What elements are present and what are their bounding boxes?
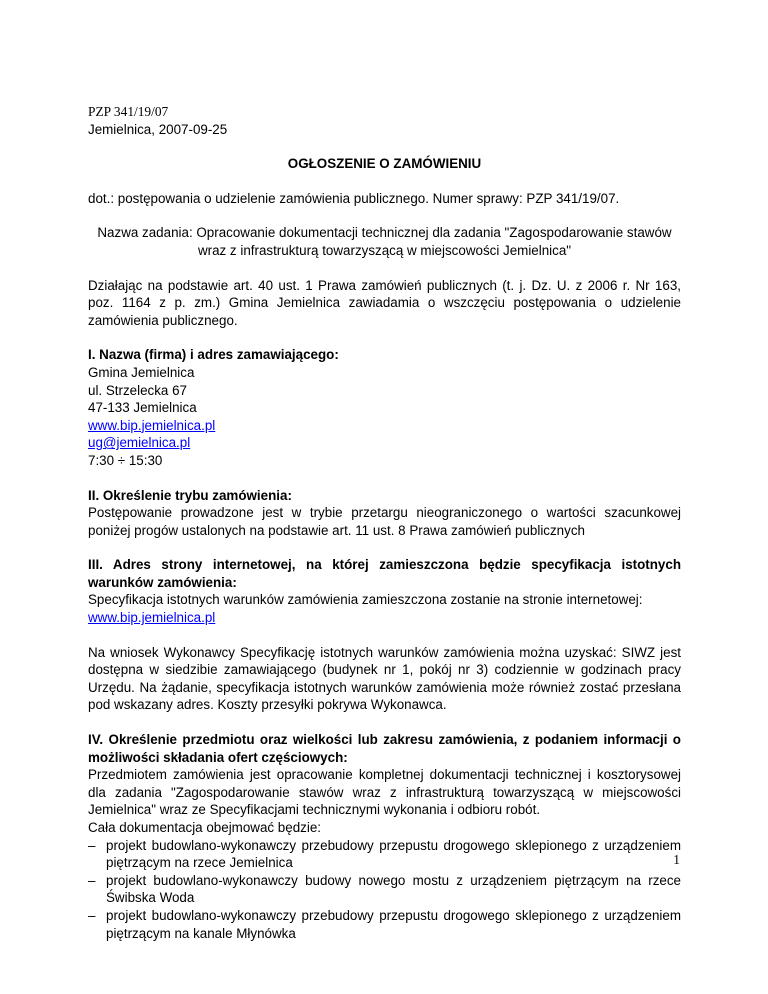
- address-line: ul. Strzelecka 67: [88, 382, 187, 398]
- page-number: 1: [673, 852, 680, 867]
- office-hours: 7:30 ÷ 15:30: [88, 452, 163, 468]
- email-link[interactable]: ug@jemielnica.pl: [88, 435, 191, 451]
- intro-paragraph: Działając na podstawie art. 40 ust. 1 Prawa zamówień publicznych (t. j. Dz. U. z 2006 r. Nr 163, poz. 1164 z p. zm.) Gmina Jemielnica zawiadamia o wszczęciu postępowania o udzielenie zamówienia publicznego.: [88, 277, 681, 328]
- document-title: OGŁOSZENIE O ZAMÓWIENIU: [287, 156, 482, 172]
- section-4-heading: IV. Określenie przedmiotu oraz wielkości lub zakresu zamówienia, z podaniem informacji o możliwości składania ofert częściowych:: [88, 732, 681, 765]
- list-intro: Cała dokumentacja obejmować będzie:: [88, 820, 321, 835]
- section-3-text: Specyfikacja istotnych warunków zamówienia zamieszczona zostanie na stronie internetowej:: [88, 592, 643, 608]
- section-4-text: Przedmiotem zamówienia jest opracowanie kompletnej dokumentacji technicznej i kosztorysowej dla zadania "Zagospodarowanie stawów wraz z infrastrukturą towarzyszącą w miejscowości Jemielnica" wraz ze Specyfikacjami technicznymi wykonania i odbioru robót.: [88, 767, 681, 818]
- address-line: 47-133 Jemielnica: [88, 400, 197, 416]
- list-item: – projekt budowlano-wykonawczy budowy nowego mostu z urządzeniem piętrzącym na rzece Świbska Woda: [88, 872, 681, 907]
- document-page: [88, 103, 681, 942]
- section-4: [88, 731, 681, 942]
- section-1-heading: I. Nazwa (firma) i adres zamawiającego:: [88, 347, 339, 363]
- section-1: [88, 346, 681, 469]
- section-3: [88, 556, 681, 714]
- subject-line: dot.: postępowania o udzielenie zamówienia publicznego. Numer sprawy: PZP 341/19/07.: [88, 190, 620, 206]
- place-date: Jemielnica, 2007-09-25: [88, 121, 228, 137]
- section-2-text: Postępowanie prowadzone jest w trybie przetargu nieograniczonego o wartości szacunkowej poniżej progów ustalonych na podstawie art. 11 ust. 8 Prawa zamówień publicznych: [88, 505, 681, 538]
- section-2: [88, 487, 681, 540]
- section-3-heading: III. Adres strony internetowej, na której zamieszczona będzie specyfikacja istotnych warunków zamówienia:: [88, 557, 681, 590]
- specification-link[interactable]: www.bip.jemielnica.pl: [88, 610, 216, 626]
- website-link[interactable]: www.bip.jemielnica.pl: [88, 417, 216, 433]
- task-name: Nazwa zadania: Opracowanie dokumentacji technicznej dla zadania "Zagospodarowanie stawów wraz z infrastrukturą towarzyszącą w miejscowości Jemielnica": [97, 225, 672, 258]
- list-item: – projekt budowlano-wykonawczy przebudowy przepustu drogowego sklepionego z urządzeniem piętrzącym na kanale Młynówka: [88, 907, 681, 942]
- section-2-heading: II. Określenie trybu zamówienia:: [88, 487, 292, 503]
- documentation-list: [88, 837, 681, 943]
- reference-number: PZP 341/19/07: [88, 104, 169, 119]
- address-line: Gmina Jemielnica: [88, 364, 195, 380]
- list-item: – projekt budowlano-wykonawczy przebudowy przepustu drogowego sklepionego z urządzeniem piętrzącym na rzece Jemielnica: [88, 837, 681, 872]
- section-3-request-text: Na wniosek Wykonawcy Specyfikację istotnych warunków zamówienia można uzyskać: SIWZ jest dostępna w siedzibie zamawiającego (budynek nr 1, pokój nr 3) codziennie w godzinach pracy Urzędu. Na żądanie, specyfikacja istotnych warunków zamówienia może również zostać przesłana pod wskazany adres. Koszty przesyłki pokrywa Wykonawca.: [88, 644, 681, 713]
